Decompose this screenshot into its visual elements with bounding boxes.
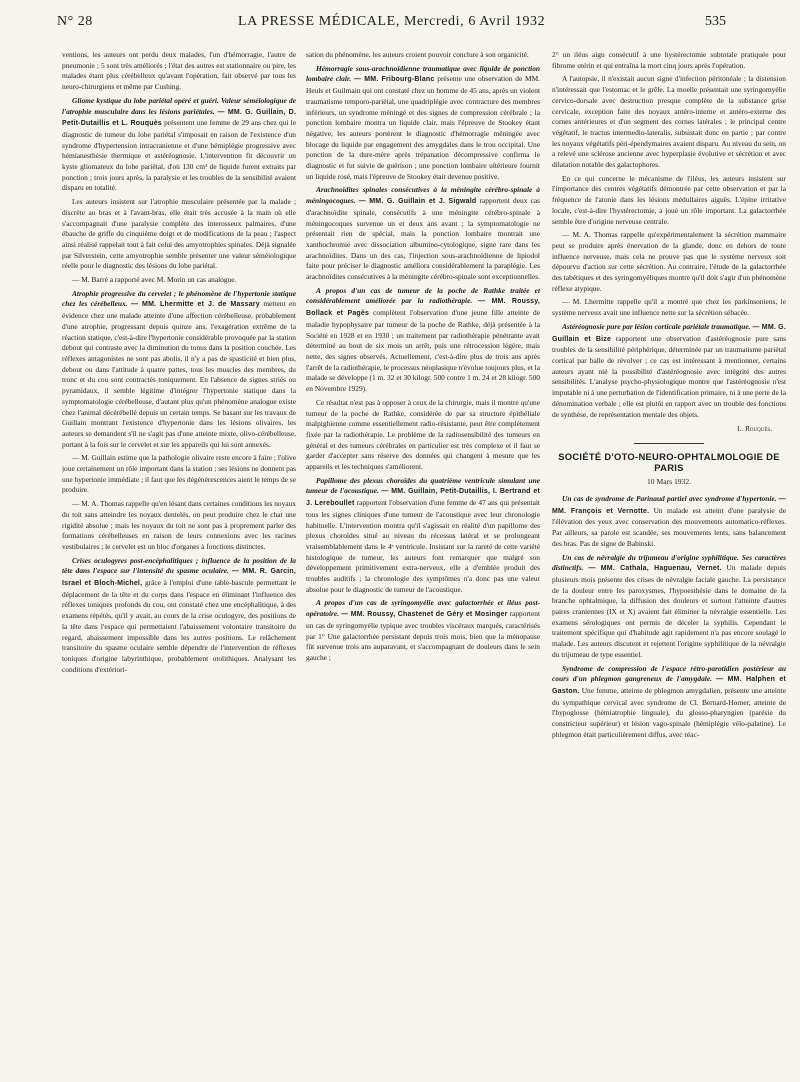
article-title: Arachnoïdites spinales consécutives à la méningite cérébro-spinale à méningocoques.: [306, 185, 540, 206]
article-text: rapportent deux cas d'arachnoïdite spinale, consécutifs à une méningite cérébro-spinale à méningocoques survenue un et deux ans avant ; la symptomatologie ne présentait rien de spécial, mais la ponction lombaire montrait une xanthochromie avec dissociation albumino-cytologique, signe rare dans les arachnoïdites. Dans un des cas, l'injection sous-arachnoïdienne de lipiodol faite pour préciser le diagnostic améliora considérablement la paraplégie. Les arachnoïdites consécutives à la méningite cérébro-spinale sont exceptionnelles.: [306, 196, 540, 282]
article-text: grâce à l'emploi d'une table-bascule permettant le déplacement de la tête et du corps dans l'espace en éliminant l'influence des réflexes toniques profonds du cou, ont constaté chez une encéphalitique, à des examens répétés, qu'il y avait, au cours de la crise oculogyre, des positions de la tête dans l'espace qui permettaient l'abaissement volontaire transitoire du regard, abaissement impossible dans les autres positions. Le relâchement transitoire du spasme oculaire semble dépendre de l'intervention de réflexes toniques d'origine labyrinthique, probablement otolithiques. Analysant les conditions d'extériori-: [62, 578, 296, 674]
article-nevralgie: [552, 553, 786, 661]
page-header: [0, 0, 800, 34]
article-text: mettent en évidence chez une malade atteinte d'une affection cérébelleuse, probablement d'une atrophie, progressant depuis quinze ans, l'exagération extrême de la réaction statique, c'est-à-dire l'hypertonie considérable provoquée par la station debout qui contraste avec la diminution du tonus dans la position couchée. Les réflexes antagonistes ne sont pas abolis, il n'y a pas de spasticité et bien plus, debout ou dans l'attitude à quatre pattes, tous les muscles des membres, du tronc et du cou sont contractés toniquement. En l'absence de signes striés ou pyramidaux, il semble légitime d'intégrer l'hypertonie statique dans la symptomatologie cérébelleuse, d'autant plus qu'un phénomène analogue existe chez l'animal décérébellé depuis un certain temps. Se basant sur les travaux de Guillain montrant l'existence d'hypertonie dans les lésions olivaires, les auteurs se demandent s'il ne s'agit pas d'une atteinte mixte, olivo-cérébelleuse, portant à la fois sur le cervelet et sur les appareils qui lui sont annexés.: [62, 299, 296, 449]
article-authors: — MM. Cathala, Haguenau, Vernet.: [588, 565, 722, 573]
article-title: A propos d'un cas de syringomyélie avec galactorrhée et iléus post-opératoire.: [306, 598, 540, 619]
column-1: [62, 50, 296, 1072]
article-rathke: [306, 286, 540, 395]
article-authors: — MM. Guillain, Petit-Dutaillis, I. Bertrand et J. Lereboullet: [306, 488, 540, 508]
paragraph: En ce qui concerne le mécanisme de l'iléus, les auteurs insistent sur l'importance des centres végétatifs démontrée par cette observation et par la fréquence de l'atonie dans les lésions médullaires aiguës. L'épine irritative locale, c'est-à-dire l'hystérectomie, a joué un rôle important. La galactorrhée semble être d'origine nerveuse centrale.: [552, 173, 786, 226]
article-atrophie: [62, 289, 296, 451]
section-heading: SOCIÉTÉ D'OTO-NEURO-OPHTALMOLOGIE DE PARIS: [558, 450, 780, 473]
article-crises: [62, 556, 296, 676]
article-authors: — MM. G. Guillain, D. Petit-Dutaillis et L. Rouquès: [62, 108, 296, 128]
article-title: Atrophie progressive du cervelet ; le phénomène de l'hypertonie statique chez les cérébelleux.: [62, 288, 296, 309]
article-title: Gliome kystique du lobe pariétal opéré et guéri. Valeur séméiologique de l'atrophie musculaire dans les lésions pariétales.: [62, 95, 296, 116]
article-title: Papillome des plexus choroïdes du quatrième ventricule simulant une tumeur de l'acoustique.: [306, 475, 540, 496]
paragraph: — M. A. Thomas rappelle qu'en lésant dans certaines conditions les noyaux du toit sans atteindre les noyaux dentelés, on peut produire chez le chat une rigidité absolue ; mais les noyaux du toit ne sont pas à proprement parler des formations cérébelleuses en raison de leurs connexions avec les racines vestibulaires ; le cervelet est un bloc d'organes à fonctions distinctes.: [62, 499, 296, 551]
paragraph: Ce résultat n'est pas à opposer à ceux de la chirurgie, mais il montre qu'une tumeur de la poche de Rathke, considérée de par sa structure épithéliale malpighienne comme essentiellement radio-résistante, peut être complètement fixée par la radiothérapie. Le problème de la radiosensibilité des tumeurs en général et des tumeurs cérébrales en particulier est très complexe et il faut se garder d'accepter sans réserve des données qui changent à mesure que les appareils et les techniques s'améliorent.: [306, 397, 540, 472]
article-authors: — MM. François et Vernotte.: [552, 496, 786, 515]
article-authors: — MM. G. Guillain et Bize: [552, 323, 786, 343]
signature: L. Rouquès.: [737, 425, 772, 434]
paragraph: — M. Barré a rapporté avec M. Morin un cas analogue.: [72, 275, 237, 285]
article-arachnoidites: [306, 185, 540, 282]
article-authors: — MM. Halphen et Gaston.: [552, 676, 786, 695]
paragraph: — M. A. Thomas rappelle qu'expérimentalement la sécrétion mammaire peut se produire après énervation de la glande, donc en dehors de toute influence nerveuse, mais cela ne prouve pas que le système nerveux soit dépourvu d'action sur cette sécrétion. Au contraire, l'étude de la galactorrhée des tabétiques et des syringomyéliques montre qu'il doit s'agir d'un phénomène réflexe atypique.: [552, 230, 786, 293]
paragraph: — M. Guillain estime que la pathologie olivaire reste encore à faire ; l'olive joue certainement un rôle important dans la station ; ses lésions ne donnent pas une hypertonie immédiate ; il faut que les dégénérescences aient le temps de se produire.: [62, 453, 296, 495]
article-text: complètent l'observation d'une jeune fille atteinte de maladie hypophysaire par tumeur de la poche de Rathke, déjà présentée à la Société en 1928 et en 1930 ; un traitement par radiothérapie pénétrante avait déterminé au bout de six mois un arrêt, puis une rétrocession légère, mais nette, des signes observés. Actuellement, c'est-à-dire plus de trois ans après l'arrêt de la radiothérapie, le processus néoplasique n'évolue toujours plus, et la malade se développe (1 m. 32 et 30 kilogr. 500 contre 1 m. 24 et 28 kilogr. 500 en Novembre 1929).: [306, 308, 540, 394]
article-title: A propos d'un cas de tumeur de la poche de Rathke traitée et considérablement améliorée par la radiothérapie.: [306, 285, 540, 306]
page-number: 535: [705, 14, 726, 29]
article-gliome: [62, 96, 296, 194]
article-authors: — MM. G. Guillain et J. Sigwald: [358, 198, 477, 206]
article-astereognosie: [552, 322, 786, 420]
article-text: Un malade est atteint d'une paralysie de l'élévation des yeux avec conservation des mouvements automatico-réflexes. Par ailleurs, sa parole est scandée, ses mouvements lents, sans balancement des bras. Pas de signe de Babinski.: [552, 505, 786, 548]
article-title: Astéréognosie pure par lésion corticale pariétale traumatique.: [562, 321, 751, 331]
article-parinaud: [552, 494, 786, 550]
issue-number: N° 28: [57, 14, 93, 29]
divider: [634, 443, 704, 444]
article-authors: — MM. Roussy, Chastenet de Géry et Mosinger: [341, 611, 508, 619]
article-title: Crises oculogyres post-encéphalitiques ; influence de la position de la tête dans l'espace sur l'intensité du spasme oculaire.: [62, 555, 296, 576]
article-papillome: [306, 476, 540, 596]
article-title: Un cas de névralgie du trijumeau d'origine syphilitique. Ses caractères distinctifs.: [552, 552, 786, 573]
article-text: Un malade depuis plusieurs mois présente des crises de névralgie faciale gauche. La persistance de la douleur entre les paroxysmes, l'hypoesthésie dans le domaine de la branche ophtalmique, la diffusion des douleurs et surtout l'atteinte d'autres paires craniennes (IX et X) avaient fait éliminer la névralgie essentielle. Les examens sérologiques ont permis de déceler la syphilis. Cependant le traitement spécifique qui d'habitude agit rapidement n'a pas encore soulagé le malade. Les auteurs discutent et rejettent l'origine syphilitique de la névralgie du trijumeau de type essentiel.: [552, 563, 786, 659]
section-date: 10 Mars 1932.: [646, 477, 692, 487]
paragraph: ventions, les auteurs ont perdu deux malades, l'un d'hémorragie, l'autre de pneumonie ; 5 sont très améliorés ; l'état des autres est stationnaire ou pire, les malades étant plus cérébelleux qu'avant l'opération, fait observé par tous les neuro-chirurgiens et même par Cushing.: [62, 50, 296, 92]
paragraph: Les auteurs insistent sur l'atrophie musculaire présentée par la malade ; discrète au bras et à l'avant-bras, elle était très accusée à la main où elle s'accompagnait d'une paralysie complète des interosseux palmaires, d'une ébauche de griffe du cinquième doigt et de modifications de la peau ; l'aspect ainsi réalisé rappelait tout à fait celui des amyotrophies spinales. Déjà signalée par Silverstein, cette amyotrophie semble présenter une valeur séméiologique réelle pour le diagnostic des lésions du lobe pariétal.: [62, 197, 296, 271]
column-2: [306, 50, 540, 1072]
article-title: Syndrome de compression de l'espace rétro-parotidien postérieur au cours d'un phlegmon gangreneux de l'amygdale.: [552, 663, 786, 684]
article-authors: — MM. Lhermitte et J. de Massary: [131, 301, 260, 309]
journal-title: LA PRESSE MÉDICALE, Mercredi, 6 Avril 1932: [238, 14, 546, 29]
article-compression: [552, 664, 786, 741]
article-authors: — MM. Roussy, Bollack et Pagès: [306, 298, 540, 318]
article-authors: — MM. R. Garcin, Israel et Bloch-Michel,: [62, 568, 296, 588]
article-text: présentent une femme de 29 ans chez qui le diagnostic de tumeur du lobe pariétal s'imposait en raison de l'existence d'un syndrome d'hypertension intracranienne et d'une hémiplégie progressive avec hémianesthésie thermique et astéréognosie. L'intervention fit découvrir un kyste gliomateux du lobe pariétal, d'où 130 cm³ de liquide furent extraits par ponction ; trois jours après, la paralysie et les troubles de la sensibilité avaient disparu en totalité.: [62, 118, 296, 193]
article-syringomyelie: [306, 598, 540, 663]
article-text: présente une observation de MM. Heuls et Guilmain qui ont constaté chez un homme de 45 ans, après un violent traumatisme temporo-pariétal, une quadriplégie avec contracture des membres inférieurs, un syndrome méningé et des signes de compression cérébrale ; la ponction lombaire montra un liquide clair, mais l'épreuve de Stookey étant négative, les auteurs portèrent le diagnostic d'hémorragie méningée avec blocage du liquide par engagement des amygdales dans le trou occipital. Une ponction de la dure-mère après trépanation décompressive confirma le diagnostic et fut suivie de guérison ; une ponction lombaire ultérieure fournit un liquide rosé, mais l'épreuve de Stookey était devenue positive.: [306, 74, 540, 181]
article-text: rapportent un cas de syringomyélie typique avec troubles viscéraux marqués, caractérisés par 1° Une galactorrhée persistant depuis trois mois, bien que la ménopause fût survenue trois ans auparavant, et s'accompagnant de douleurs dans le sein gauche ;: [306, 609, 540, 662]
paragraph: 2° un iléus aigu consécutif à une hystérectomie subtotale pratiquée pour fibrome utérin et qui entraîna la mort cinq jours après l'opération.: [552, 50, 786, 70]
paragraph: — M. Lhermitte rappelle qu'il a montré que chez les parkinsoniens, le système nerveux avait une influence nette sur la sécrétion sébacée.: [552, 297, 786, 318]
article-text: rapportent une observation d'astéréognosie pure sans troubles de la sensibilité périphérique, déterminée par un traumatisme pariétal cortical par balle de révolver ; ce cas est intéressant à mentionner, certains auteurs ayant nié la possibilité d'astéréognosie avec intégrité des autres sensibilités. L'analyse psycho-physiologique montre que l'astéréognosie n'est imputable ni à une perturbation de l'identification primaire, ni à une perte de la dénomination verbale ; elle est plutôt en rapport avec un trouble des fonctions de synthèse, de représentation mentale des objets.: [552, 333, 786, 419]
article-title: Hémorragie sous-arachnoïdienne traumatique avec liquide de ponction lombaire clair.: [306, 63, 540, 84]
article-text: Une femme, atteinte de phlegmon amygdalien, présente une atteinte du sympathique cervical avec syndrome de Cl. Bernard-Horner, atteinte de l'hypoglosse (hémiatrophie linguale), du glosso-pharyngien (parésie du constricteur supérieur) et lésion vago-spinale (hémiplégie vélo-palatine). Le phlegmon était particulièrement diffus, avec réac-: [552, 685, 786, 739]
article-title: Un cas de syndrome de Parinaud partiel avec syndrome d'hypertonie.: [562, 494, 777, 504]
paragraph: A l'autopsie, il n'existait aucun signe d'infection péritonéale ; la distension n'intéressait que l'estomac et le grêle. La moelle présentait une syringomyélie cervico-dorsale avec destruction presque complète de la substance grise cervicale, exception faite des noyaux antéro-interne et antéro-externe des cornes antérieures et d'un segment des cornes latérales ; le principal centre végétatif, le tractus intermedio-lateralis, subsistait donc en partie ; par contre les noyaux végétatifs péri-épendymaires avaient disparu. Au niveau du sein, on a relevé une sclérose ancienne avec hyperplasie évolutive et sécrétion et avec dilatation notable des galactophores.: [552, 74, 786, 170]
article-hemorragie: [306, 64, 540, 183]
article-authors: — MM. Fribourg-Blanc: [354, 76, 435, 84]
column-3: [552, 50, 786, 1072]
paragraph: sation du phénomène, les auteurs croient pouvoir conclure à son organicité.: [306, 50, 529, 59]
article-text: rapportent l'observation d'une femme de 47 ans qui présentait tous les signes cliniques d'une tumeur de l'acoustique avec leur chronologie habituelle. L'intervention montra qu'il s'agissait en réalité d'un papillome des plexus choroïdes situé au niveau du récessus latéral et se prolongeant vraisemblablement dans le 4ᵉ ventricule. Insistant sur la rareté de cette variété histologique de tumeur, les auteurs font remarquer que malgré son développement primitivement extra-nerveux, elle a d'emblée produit des troubles auditifs ; la chronologie des symptômes n'a donc pas une valeur absolue pour le diagnostic de tumeur de l'acoustique.: [306, 498, 540, 594]
